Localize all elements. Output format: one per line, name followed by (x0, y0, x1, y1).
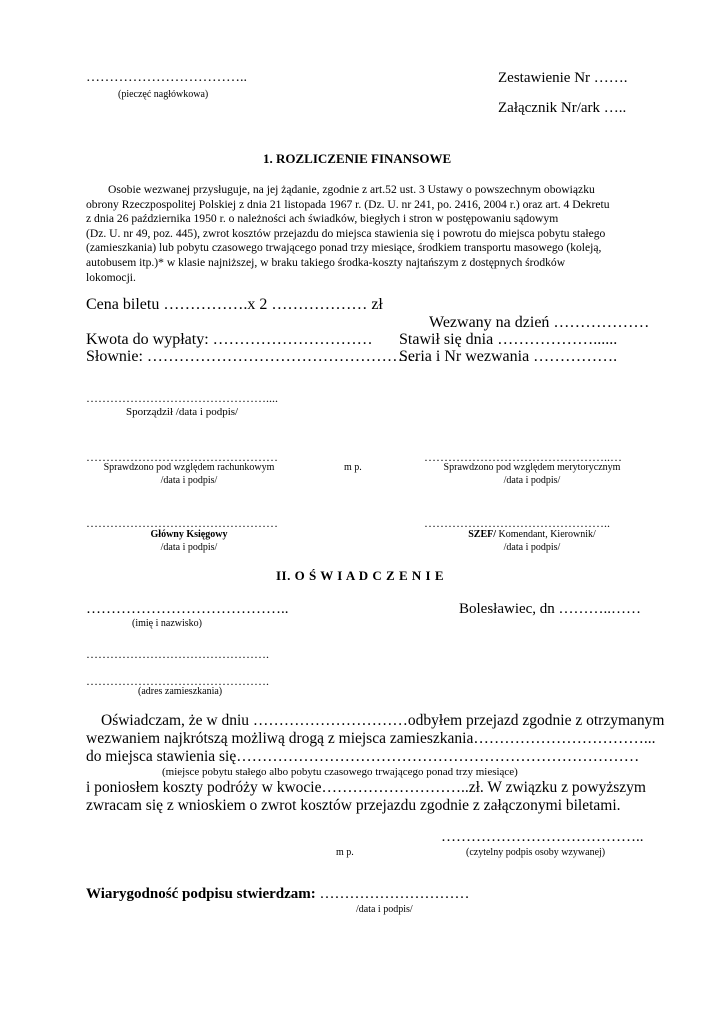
signature-label-wzywany: (czytelny podpis osoby wzywanej) (466, 847, 606, 858)
stamp-label: (pieczęć nagłówkowa) (118, 89, 209, 100)
cena-biletu: Cena biletu …………….x 2 ……………… zł (86, 296, 383, 313)
name-label: (imię i nazwisko) (132, 618, 202, 629)
signature-line-wzywany: ………………………………….. (441, 829, 644, 845)
wezwany-na-dzien: Wezwany na dzień ……………… (429, 314, 650, 331)
paragraph-line: Osobie wezwanej przysługuje, na jej żądanie, zgodnie z art.52 ust. 3 Ustawy o powszechnym obowiązku (108, 183, 595, 196)
zalacznik-nr: Załącznik Nr/ark ….. (498, 100, 627, 116)
wiarygodnosc-dots: ………………………… (315, 886, 470, 902)
szef-sub: /data i podpis/ (503, 542, 561, 553)
declaration-note: (miejsce pobytu stałego albo pobytu czasowego trwającego ponad trzy miesiące) (162, 766, 518, 778)
sprawdzono-rachunkowo-sub: /data i podpis/ (160, 475, 218, 486)
seria-nr-wezwania: Seria i Nr wezwania ……………. (399, 348, 618, 365)
declaration-line: wezwaniem najkrótszą możliwą drogą z miejsca zamieszkania……………………………... (86, 730, 656, 747)
place-date: Bolesławiec, dn ………..…… (459, 601, 642, 617)
paragraph-line: (Dz. U. nr 49, poz. 445), zwrot kosztów przejazdu do miejsca stawienia się i powrotu do miejsca pobytu stałego (86, 226, 606, 240)
paragraph-line: lokomocji. (86, 270, 136, 284)
declaration-text (86, 712, 665, 815)
mp-stamp-label-2: m p. (336, 847, 354, 858)
paragraph-line: (zamieszkania) lub pobytu czasowego trwającego ponad trzy miesiące, środkiem transportu masowego (koleją, (86, 241, 602, 255)
wiarygodnosc-sub: /data i podpis/ (356, 904, 413, 915)
paragraph-line: autobusem itp.)* w klasie najniższej, w braku takiego środka-koszty najtańszym z dostępnych środków (86, 255, 566, 269)
sprawdzono-rachunkowo-label: Sprawdzono pod względem rachunkowym (103, 462, 275, 473)
signature-line-szef: ……………………………………….. (424, 516, 610, 530)
slownie: Słownie: …………………………………………… (86, 348, 419, 365)
szef-bold: SZEF/ (468, 529, 497, 540)
signature-line-rach: ………………………………………… (86, 450, 278, 464)
sprawdzono-merytorycznie-sub: /data i podpis/ (503, 475, 561, 486)
wiarygodnosc-bold: Wiarygodność podpisu stwierdzam: (86, 886, 316, 902)
declaration-line: do miejsca stawienia się…………………………………………………………………… (86, 748, 640, 765)
declaration-line: i poniosłem koszty podróży w kwocie………………………..zł. W związku z powyższym (86, 779, 646, 796)
paragraph-line: obrony Rzeczpospolitej Polskiej z dnia 21 listopada 1967 r. (Dz. U. nr 241, po. 2416, 2004 r.) oraz art. 4 Dekretu (86, 197, 610, 211)
name-line: ………………………………….. (86, 601, 289, 617)
section-1-title: 1. ROZLICZENIE FINANSOWE (263, 151, 452, 166)
wiarygodnosc-podpisu (86, 886, 470, 903)
sporzadzil-line: ……………………………………….... (86, 391, 278, 405)
glowny-ksiegowy-sub: /data i podpis/ (160, 542, 218, 553)
zestawienie-nr: Zestawienie Nr ……. (498, 70, 628, 86)
szef-rest: Komendant, Kierownik/ (496, 529, 596, 540)
address-line-2: ………………………………………. (86, 674, 269, 688)
mp-stamp-label: m p. (344, 462, 362, 473)
kwota-do-wyplaty: Kwota do wypłaty: ………………………… (86, 331, 373, 348)
address-line-1: ………………………………………. (86, 647, 269, 661)
signature-line-mer: ………………………………………..… (424, 450, 622, 464)
paragraph-line: z dnia 26 października 1950 r. o należności ach świadków, biegłych i stron w postępowaniu sądowym (86, 212, 559, 226)
sprawdzono-merytorycznie-label: Sprawdzono pod względem merytorycznym (443, 462, 621, 473)
section-2-title: II. O Ś W I A D C Z E N I E (276, 568, 444, 583)
address-label: (adres zamieszkania) (138, 686, 223, 697)
declaration-line: zwracam się z wnioskiem o zwrot kosztów przejazdu zgodnie z załączonymi biletami. (86, 797, 621, 814)
signature-line-ksiegowy: ………………………………………… (86, 516, 278, 530)
glowny-ksiegowy-label: Główny Księgowy (150, 529, 228, 540)
legal-paragraph (86, 183, 638, 285)
declaration-line: Oświadczam, że w dniu …………………………odbyłem przejazd zgodnie z otrzymanym (101, 712, 665, 729)
sporzadzil-label: Sporządził /data i podpis/ (126, 406, 239, 418)
stawil-sie-dnia: Stawił się dnia ………………...... (399, 331, 618, 348)
stamp-line: …………………………….. (86, 70, 247, 85)
szef-label (424, 529, 640, 540)
